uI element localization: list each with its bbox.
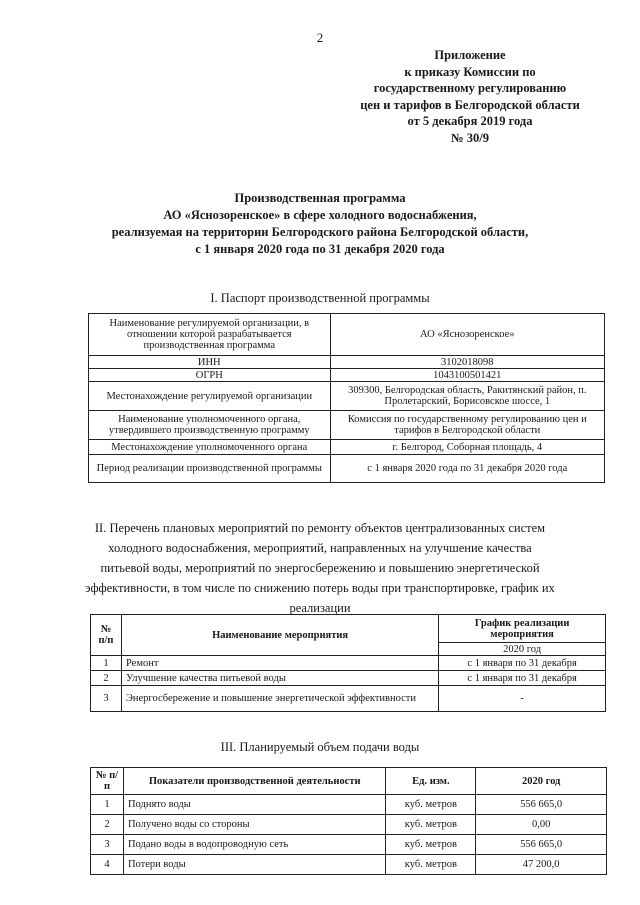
table-header-row <box>91 615 606 643</box>
row-value: 556 665,0 <box>476 795 607 815</box>
passport-value: г. Белгород, Соборная площадь, 4 <box>330 440 604 455</box>
passport-label: Местонахождение регулируемой организации <box>89 382 331 411</box>
activities-table <box>90 614 606 712</box>
table-row <box>91 671 606 686</box>
row-unit: куб. метров <box>386 815 476 835</box>
passport-value: 3102018098 <box>330 356 604 369</box>
water-volume-table <box>90 767 607 875</box>
table-row <box>91 815 607 835</box>
title-line: реализуемая на территории Белгородского района Белгородской области, <box>111 225 529 239</box>
document-title <box>0 190 640 258</box>
table-row <box>89 411 605 440</box>
appendix-line: к приказу Комиссии по <box>404 64 536 79</box>
appendix-header <box>300 47 640 146</box>
col-num-header: № п/п <box>91 768 124 795</box>
passport-label: ИНН <box>89 356 331 369</box>
table-row <box>91 795 607 815</box>
row-num: 1 <box>91 656 122 671</box>
passport-value: Комиссия по государственному регулированию цен и тарифов в Белгородской области <box>330 411 604 440</box>
row-name: Получено воды со стороны <box>123 815 385 835</box>
col-year-header: 2020 год <box>476 768 607 795</box>
section1-heading: I. Паспорт производственной программы <box>210 291 430 305</box>
row-unit: куб. метров <box>386 795 476 815</box>
row-num: 3 <box>91 835 124 855</box>
row-value: 0,00 <box>476 815 607 835</box>
passport-label: Наименование регулируемой организации, в отношении которой разрабатывается производственная программа <box>89 314 331 356</box>
row-num: 1 <box>91 795 124 815</box>
row-name: Потери воды <box>123 855 385 875</box>
col-num-header: № п/п <box>91 615 122 656</box>
row-schedule: с 1 января по 31 декабря <box>439 671 606 686</box>
passport-value: 1043100501421 <box>330 369 604 382</box>
table-row <box>89 440 605 455</box>
col-schedule-header: График реализации мероприятия <box>439 615 606 643</box>
row-num: 4 <box>91 855 124 875</box>
row-name: Ремонт <box>121 656 438 671</box>
page-number: 2 <box>316 30 324 45</box>
row-schedule: с 1 января по 31 декабря <box>439 656 606 671</box>
passport-value: АО «Яснозоренское» <box>330 314 604 356</box>
table-row <box>89 369 605 382</box>
col-name-header: Наименование мероприятия <box>121 615 438 656</box>
row-num: 2 <box>91 815 124 835</box>
title-line: АО «Яснозоренское» в сфере холодного водоснабжения, <box>163 208 477 222</box>
passport-value: с 1 января 2020 года по 31 декабря 2020 года <box>330 455 604 483</box>
section3-heading: III. Планируемый объем подачи воды <box>220 740 420 754</box>
section2-heading: II. Перечень плановых мероприятий по ремонту объектов централизованных систем холодного водоснабжения, мероприятий, направленных на улучшение качества питьевой воды, мероприятий по энергосбережению и повышению энергетической эффективности, в том числе по снижению потерь воды при транспортировке, график их реализации <box>85 521 555 615</box>
table-row <box>91 686 606 712</box>
col-name-header: Показатели производственной деятельности <box>123 768 385 795</box>
col-unit-header: Ед. изм. <box>386 768 476 795</box>
passport-label: ОГРН <box>89 369 331 382</box>
title-line: Производственная программа <box>234 191 406 205</box>
row-unit: куб. метров <box>386 835 476 855</box>
table-row <box>91 855 607 875</box>
row-name: Энергосбережение и повышение энергетической эффективности <box>121 686 438 712</box>
row-unit: куб. метров <box>386 855 476 875</box>
title-line: с 1 января 2020 года по 31 декабря 2020 года <box>195 242 445 256</box>
table-row <box>89 455 605 483</box>
row-num: 2 <box>91 671 122 686</box>
appendix-line: цен и тарифов в Белгородской области <box>360 97 580 112</box>
row-name: Подано воды в водопроводную сеть <box>123 835 385 855</box>
table-row <box>91 835 607 855</box>
appendix-line: Приложение <box>434 48 506 62</box>
appendix-line: № 30/9 <box>451 130 489 145</box>
passport-label: Наименование уполномоченного органа, утвердившего производственную программу <box>89 411 331 440</box>
passport-value: 309300, Белгородская область, Ракитянский район, п. Пролетарский, Борисовское шоссе, 1 <box>330 382 604 411</box>
table-row <box>89 314 605 356</box>
row-name: Поднято воды <box>123 795 385 815</box>
row-name: Улучшение качества питьевой воды <box>121 671 438 686</box>
appendix-line: от 5 декабря 2019 года <box>407 114 533 128</box>
row-value: 47 200,0 <box>476 855 607 875</box>
passport-label: Местонахождение уполномоченного органа <box>89 440 331 455</box>
row-schedule: - <box>439 686 606 712</box>
row-value: 556 665,0 <box>476 835 607 855</box>
table-row <box>91 656 606 671</box>
appendix-line: государственному регулированию <box>373 81 567 95</box>
passport-table <box>88 313 605 483</box>
row-num: 3 <box>91 686 122 712</box>
table-row <box>89 382 605 411</box>
table-row <box>89 356 605 369</box>
col-year-header: 2020 год <box>439 643 606 656</box>
table-header-row <box>91 768 607 795</box>
passport-label: Период реализации производственной программы <box>89 455 331 483</box>
